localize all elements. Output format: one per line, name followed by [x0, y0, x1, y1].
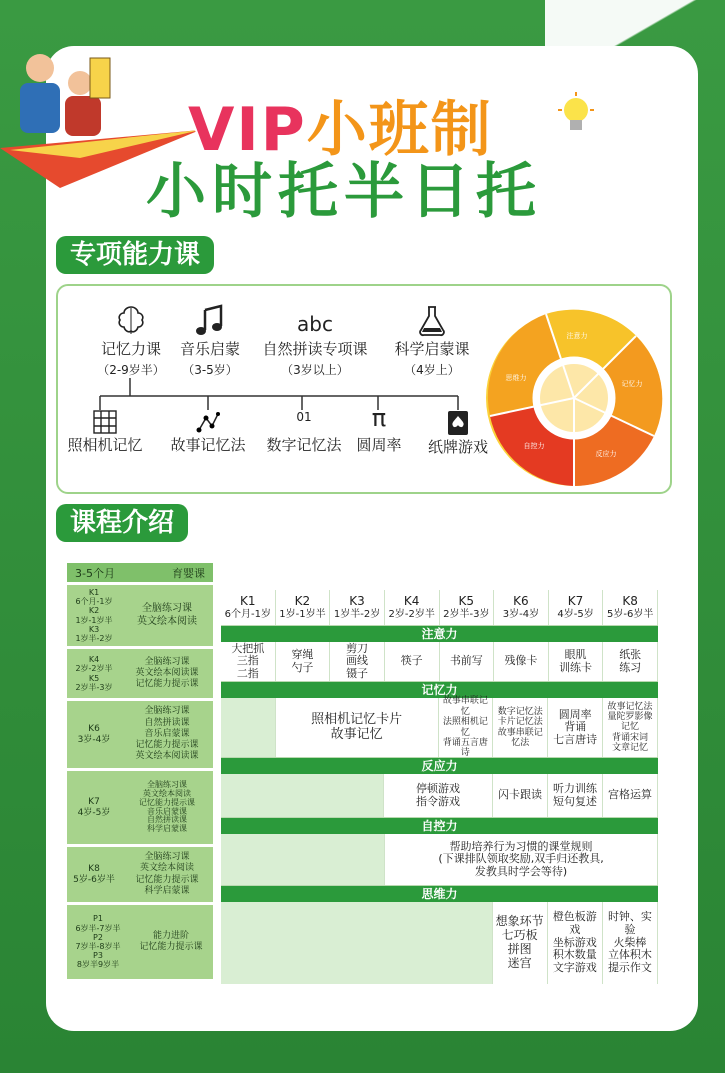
level-age: 3岁-4岁 — [502, 608, 540, 620]
level-age: 6个月-1岁 — [224, 608, 271, 620]
section-heading-courses: 课程介绍 — [56, 504, 188, 542]
thinking-k6: 想象环节 七巧板 拼图 迷宫 — [493, 902, 548, 984]
thinking-k8: 时钟、实验 火柴棒 立体积木 提示作文 — [603, 902, 658, 984]
band-attention: 注意力 — [221, 626, 658, 642]
reaction-k8: 宫格运算 — [603, 774, 658, 817]
course-age: （2-9岁半） — [97, 363, 165, 377]
attention-k6: 残像卡 — [494, 642, 549, 681]
wheel-label-selfcontrol: 自控力 — [523, 442, 545, 450]
path-nodes-icon — [196, 410, 220, 434]
header-course: 育婴课 — [172, 566, 205, 580]
reaction-k7: 听力训练 短句复述 — [548, 774, 603, 817]
band-reaction: 反应力 — [221, 758, 658, 774]
method-pi — [350, 404, 408, 455]
method-digits — [256, 410, 352, 455]
level-age: 4岁-5岁 — [557, 608, 594, 620]
left-table-row: P1 6岁半-7岁半 P2 7岁半-8岁半 P3 8岁半9岁半 能力进阶 记忆能力提示课 — [67, 905, 213, 979]
course-name: 自然拼读专项课 — [262, 340, 368, 358]
course-age: （3-5岁） — [182, 363, 238, 377]
wheel-label-reaction: 反应力 — [595, 450, 617, 458]
header-age: 3-5个月 — [75, 566, 115, 580]
level-age: 5岁-6岁半 — [607, 608, 654, 620]
course-music — [170, 304, 250, 378]
grid-row-thinking — [221, 902, 658, 984]
attention-k4: 筷子 — [385, 642, 440, 681]
memory-k2-k4: 照相机记忆卡片 故事记忆 — [276, 698, 439, 757]
wheel-label-memory: 记忆力 — [621, 380, 643, 388]
level-age: 2岁-2岁半 — [388, 608, 435, 620]
title-line2: 小时托半日托 — [146, 157, 542, 227]
method-name: 数字记忆法 — [266, 436, 342, 454]
method-name: 圆周率 — [356, 436, 402, 454]
wheel-label-thinking: 思维力 — [505, 374, 527, 382]
band-memory: 记忆力 — [221, 682, 658, 698]
digits-icon: 01 — [296, 410, 312, 424]
course-name: 音乐启蒙 — [179, 340, 240, 358]
method-name: 故事记忆法 — [170, 436, 246, 454]
grid-level-k8 — [603, 590, 658, 625]
level-code: K4 — [403, 593, 420, 608]
memory-k6: 数字记忆法 卡片记忆法 故事串联记忆法 — [493, 698, 548, 757]
left-table-row: K8 5岁-6岁半 全脑练习课 英文绘本阅读 记忆能力提示课 科学启蒙课 — [67, 847, 213, 905]
memory-k7: 圆周率 背诵 七言唐诗 — [548, 698, 603, 757]
left-table-row: K1 6个月-1岁 K2 1岁-1岁半 K3 1岁半-2岁 全脑练习课 英文绘本阅读 — [67, 585, 213, 649]
grid-level-k6 — [494, 590, 549, 625]
level-code: K5 — [458, 593, 475, 608]
left-table-row: K7 4岁-5岁 全脑练习课 英文绘本阅读 记忆能力提示课 音乐启蒙课 自然拼读课 科学启蒙课 — [67, 771, 213, 847]
abc-icon: abc — [297, 312, 333, 336]
attention-k5: 书前写 — [440, 642, 495, 681]
level-code: K1 — [240, 593, 256, 608]
level-code: K6 — [513, 593, 529, 608]
course-memory — [88, 304, 174, 378]
pi-icon: π — [371, 404, 387, 432]
course-name: 记忆力课 — [100, 340, 161, 358]
grid-icon — [93, 410, 117, 434]
spade-card-icon — [447, 410, 469, 436]
method-name: 纸牌游戏 — [427, 438, 488, 456]
course-age: （4岁上） — [404, 363, 460, 377]
grid-level-k2 — [276, 590, 331, 625]
grid-row-memory — [221, 698, 658, 758]
method-story — [160, 410, 256, 455]
level-code: K7 — [567, 593, 584, 608]
grid-level-k5 — [440, 590, 495, 625]
level-code: K8 — [622, 593, 638, 608]
reaction-k6: 闪卡跟读 — [493, 774, 548, 817]
ability-wheel — [484, 308, 664, 488]
grid-row-attention — [221, 642, 658, 682]
course-science — [384, 304, 480, 378]
band-thinking: 思维力 — [221, 886, 658, 902]
left-table-row: K4 2岁-2岁半 K5 2岁半-3岁 全脑练习课 英文绘本阅读课 记忆能力提示课 — [67, 649, 213, 701]
level-age: 1岁半-2岁 — [333, 608, 381, 620]
level-code: K2 — [294, 593, 311, 608]
music-note-icon — [193, 304, 227, 338]
level-age: 2岁半-3岁 — [443, 608, 490, 620]
attention-k1: 大把抓 三指 二指 — [221, 642, 276, 681]
attention-k7: 眼肌 训练卡 — [549, 642, 604, 681]
level-code: K3 — [349, 593, 365, 608]
thinking-k7: 橙色板游戏 坐标游戏 积木数量 文字游戏 — [548, 902, 603, 984]
attention-k2: 穿绳 勺子 — [276, 642, 331, 681]
left-schedule-table — [67, 563, 213, 979]
attention-k3: 剪刀 画线 镊子 — [330, 642, 385, 681]
brain-icon — [114, 304, 148, 338]
reaction-k4-k5: 停顿游戏 指令游戏 — [384, 774, 493, 817]
grid-level-k4 — [385, 590, 440, 625]
left-table-header — [67, 563, 213, 585]
method-name: 照相机记忆 — [67, 436, 143, 454]
grid-level-k3 — [330, 590, 385, 625]
left-table-row: K6 3岁-4岁 全脑练习课 自然拼读课 音乐启蒙课 记忆能力提示课 英文绘本阅读课 — [67, 701, 213, 771]
grid-row-reaction — [221, 774, 658, 818]
grid-row-selfcontrol — [221, 834, 658, 886]
method-camera — [60, 410, 150, 455]
grid-header — [221, 590, 658, 626]
memory-k8: 故事记忆法 量陀罗影像记忆 背诵宋词 文章记忆 — [603, 698, 658, 757]
section-heading-abilities: 专项能力课 — [56, 236, 214, 274]
band-selfcontrol: 自控力 — [221, 818, 658, 834]
course-name: 科学启蒙课 — [394, 340, 470, 358]
attention-k8: 纸张 练习 — [603, 642, 658, 681]
grid-level-k7 — [549, 590, 604, 625]
level-age: 1岁-1岁半 — [279, 608, 326, 620]
selfcontrol-rules: 帮助培养行为习惯的课堂规则 (下课排队领取奖励,双手归还教具, 发教具时学会等待) — [385, 834, 658, 885]
course-grid — [221, 590, 658, 984]
wheel-label-attention: 注意力 — [566, 332, 588, 340]
title-line1: VIP小班制 — [188, 95, 493, 165]
course-age: （3岁以上） — [281, 363, 349, 377]
course-phonics — [250, 312, 380, 378]
flask-icon — [415, 304, 449, 338]
memory-k5: 故事串联记忆 法照相机记忆 背诵五言唐诗 — [439, 698, 494, 757]
grid-level-k1 — [221, 590, 276, 625]
